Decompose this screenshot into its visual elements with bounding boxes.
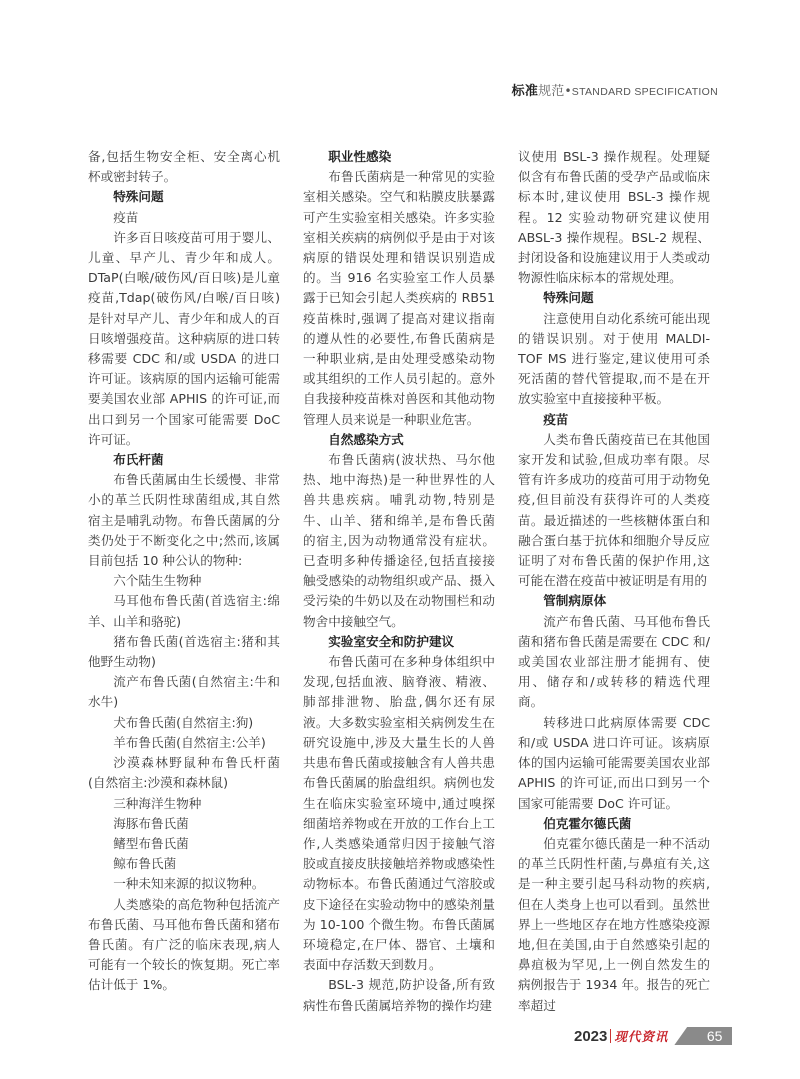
paragraph: 布鲁氏菌可在多种身体组织中发现,包括血液、脑脊液、精液、肺部排泄物、胎盘,偶尔还有尿液。大多数实验室相关病例发生在研究设施中,涉及大量生长的人兽共患布鲁氏菌或接触含有人兽共患布鲁氏菌属的胎盘组织。病例也发生在临床实验室环境中,通过嗅探细菌培养物或在开放的工作台上工作,人类感染通常归因于接触气溶胶或直接皮肤接触培养物或感染性动物标本。布鲁氏菌通过气溶胶或皮下途径在实验动物中的感染剂量为 10-100 个微生物。布鲁氏菌属环境稳定,在尸体、器官、土壤和表面中存活数天到数月。: [303, 654, 495, 973]
list-item: 海豚布鲁氏菌: [113, 815, 189, 831]
paragraph: 人类布鲁氏菌疫苗已在其他国家开发和试验,但成功率有限。尽管有许多成功的疫苗可用于动物免疫,但目前没有获得许可的人类疫苗。最近描述的一些核糖体蛋白和融合蛋白基于抗体和细胞介导反应证明了对布鲁氏菌的保护作用,这可能在潜在疫苗中被证明是有用的: [518, 431, 710, 589]
paragraph: 伯克霍尔德氏菌是一种不活动的革兰氏阴性杆菌,与鼻疽有关,这是一种主要引起马科动物的疾病,但在人类身上也可以看到。虽然世界上一些地区存在地方性感染疫源地,但在美国,由于自然感染引起的鼻疽极为罕见,上一例自然发生的病例报告于 1934 年。报告的死亡率超过: [518, 835, 710, 1013]
paragraph: BSL-3 规范,防护设备,所有致病性布鲁氏菌属培养物的操作均建: [303, 977, 495, 1013]
magazine-logo: 现代资讯: [614, 1029, 669, 1044]
section-separator: •: [564, 84, 572, 98]
section-header: [512, 80, 718, 99]
paragraph: 注意使用自动化系统可能出现的错误识别。对于使用 MALDI-TOF MS 进行鉴定,建议使用可杀死活菌的替代管提取,而不是在开放实验室中直接接种平板。: [518, 310, 710, 407]
subheading: 疫苗: [113, 209, 139, 225]
list-item: 一种未知来源的拟议物种。: [113, 876, 265, 892]
paragraph: 备,包括生物安全柜、安全离心机杯或密封转子。: [88, 149, 280, 185]
list-item: 猪布鲁氏菌(首选宿主:猪和其他野生动物): [88, 633, 280, 670]
paragraph: 布鲁氏菌属由生长缓慢、非常小的革兰氏阴性球菌组成,其自然宿主是哺乳动物。布鲁氏菌属的分类仍处于不断变化之中;然而,该属目前包括 10 种公认的物种:: [88, 472, 280, 569]
footer-year: 2023: [574, 1027, 608, 1045]
page-number-background: [674, 1027, 732, 1045]
paragraph: 许多百日咳疫苗可用于婴儿、儿童、早产儿、青少年和成人。DTaP(白喉/破伤风/百日咳)是儿童疫苗,Tdap(破伤风/白喉/百日咳)是针对早产儿、青少年和成人的百日咳增强疫苗。这种病原的进口转移需要 CDC 和/或 USDA 的进口许可证。该病原的国内运输可能需要美国农业部 APHIS 的许可证,而出口到另一个国家可能需要 DoC 许可证。: [88, 229, 280, 447]
section-title-bold: 标准: [511, 84, 539, 99]
list-item: 马耳他布鲁氏菌(首选宿主:绵羊、山羊和骆驼): [88, 593, 280, 629]
paragraph: 转移进口此病原体需要 CDC 和/或 USDA 进口许可证。该病原体的国内运输可能需要美国农业部 APHIS 的许可证,而出口到另一个国家可能需要 DoC 许可证。: [518, 714, 710, 811]
section-title-light: 规范: [538, 84, 565, 99]
paragraph: 流产布鲁氏菌、马耳他布鲁氏菌和猪布鲁氏菌是需要在 CDC 和/或美国农业部注册才能拥有、使用、储存和/或转移的精选代理商。: [518, 613, 710, 710]
footer-divider: [610, 1029, 611, 1043]
section-heading: 布氏杆菌: [113, 452, 164, 468]
paragraph: 人类感染的高危物种包括流产布鲁氏菌、马耳他布鲁氏菌和猪布鲁氏菌。有广泛的临床表现,病人可能有一个较长的恢复期。死亡率估计低于 1%。: [88, 896, 280, 993]
section-heading: 特殊问题: [113, 189, 164, 205]
page-footer: [574, 1027, 732, 1045]
section-title-en: STANDARD SPECIFICATION: [571, 86, 718, 98]
paragraph: 布鲁氏菌病(波状热、马尔他热、地中海热)是一种世界性的人兽共患疾病。哺乳动物,特别是牛、山羊、猪和绵羊,是布鲁氏菌的宿主,因为动物通常没有症状。已查明多种传播途径,包括直接接触受感染的动物组织或产品、摄入受污染的牛奶以及在动物围栏和动物舍中接触空气。: [303, 452, 495, 629]
column-2: [303, 147, 495, 1016]
list-item: 沙漠森林野鼠种布鲁氏杆菌(自然宿主:沙漠和森林鼠): [88, 755, 280, 791]
section-heading: 特殊问题: [543, 290, 594, 306]
section-heading: 实验室安全和防护建议: [328, 633, 455, 649]
section-heading: 管制病原体: [543, 593, 607, 609]
paragraph: 议使用 BSL-3 操作规程。处理疑似含有布鲁氏菌的受孕产品或临床标本时,建议使用 BSL-3 操作规程。12 实验动物研究建议使用 ABSL-3 操作规程。BSL-2 规程、封闭设备和设施建议用于人类或动物源性临床标本的常规处理。: [518, 149, 710, 286]
paragraph: 布鲁氏菌病是一种常见的实验室相关感染。空气和粘膜皮肤暴露可产生实验室相关感染。许多实验室相关疾病的病例似乎是由于对该病原的错误处理和错误识别造成的。当 916 名实验室工作人员暴露于已知会引起人类疾病的 RB51 疫苗株时,强调了提高对建议指南的遵从性的必要性,布鲁氏菌病是一种职业病,是由处理受感染动物或其组织的工作人员引起的。意外自我接种疫苗株对兽医和其他动物管理人员来说是一种职业危害。: [303, 169, 495, 427]
section-heading: 自然感染方式: [328, 431, 404, 447]
page-number-tab: [674, 1027, 732, 1045]
section-heading: 疫苗: [543, 411, 569, 427]
list-item: 鳍型布鲁氏菌: [113, 835, 189, 851]
list-item: 鲸布鲁氏菌: [113, 856, 177, 872]
section-heading: 伯克霍尔德氏菌: [543, 815, 632, 831]
page-number: 65: [706, 1028, 723, 1044]
list-item: 流产布鲁氏菌(自然宿主:牛和水牛): [88, 674, 280, 710]
list-item: 犬布鲁氏菌(自然宿主:狗): [113, 714, 254, 730]
list-item: 三种海洋生物种: [113, 795, 202, 811]
list-item: 六个陆生生物种: [113, 573, 202, 589]
section-heading: 职业性感染: [328, 149, 392, 164]
column-1: [88, 147, 280, 996]
column-3: [518, 147, 710, 1016]
list-item: 羊布鲁氏菌(自然宿主:公羊): [113, 734, 266, 750]
